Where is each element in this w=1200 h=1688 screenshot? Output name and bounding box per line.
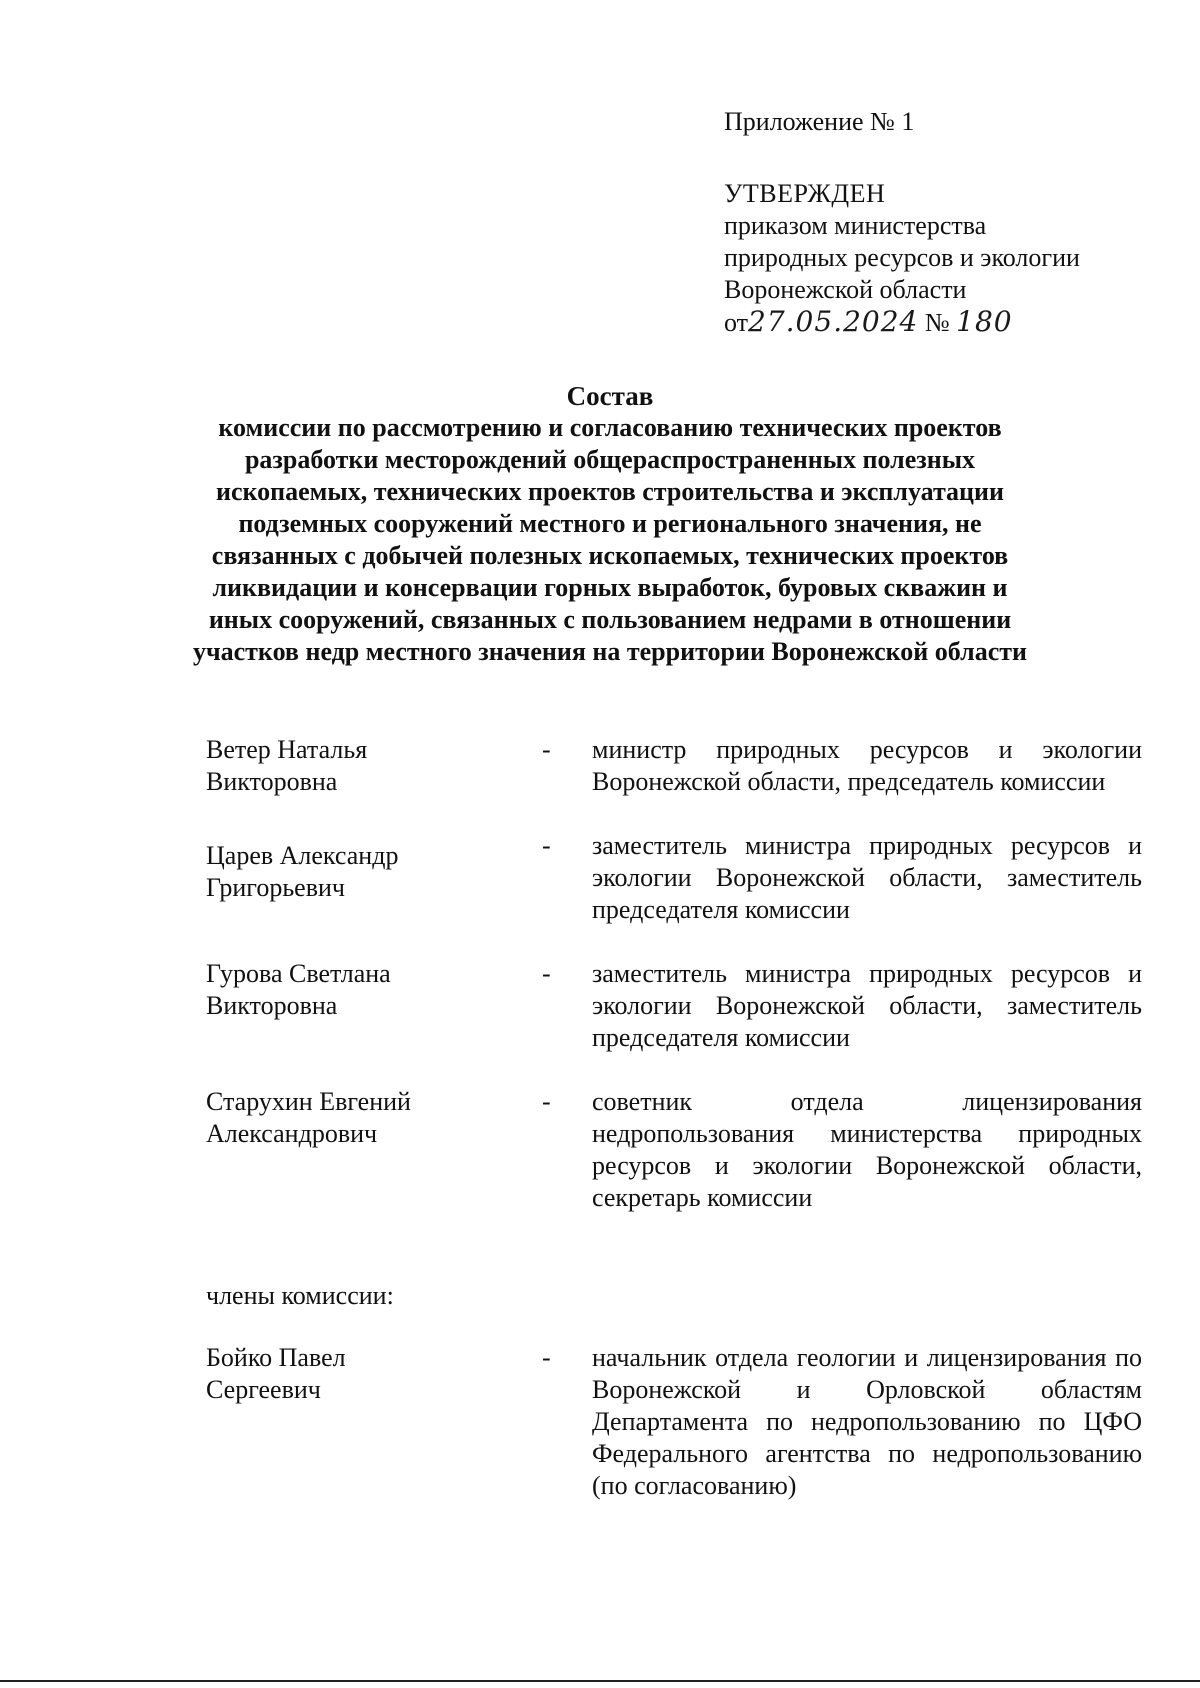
member-name <box>206 1086 542 1150</box>
member-dash: - <box>542 1343 551 1372</box>
member-patronymic: Викторовна <box>206 991 338 1020</box>
member-patronymic: Григорьевич <box>206 873 345 902</box>
member-dash: - <box>542 959 551 988</box>
members-subheading: члены комиссии: <box>206 1281 394 1310</box>
member-dash: - <box>542 1087 551 1116</box>
approved-stamp-text: УТВЕРЖДЕН <box>724 179 886 208</box>
member-surname-first: Старухин Евгений <box>206 1087 411 1116</box>
member-surname-first: Царев Александр <box>206 841 399 870</box>
document-title-block <box>190 380 1030 668</box>
member-patronymic: Викторовна <box>206 767 338 796</box>
member-row <box>206 830 1142 926</box>
member-surname-first: Ветер Наталья <box>206 735 368 764</box>
approval-line-3: Воронежской области <box>724 275 967 304</box>
member-row <box>206 734 1142 798</box>
approval-line-2: природных ресурсов и экологии <box>724 243 1080 272</box>
approval-block <box>724 106 1164 339</box>
member-surname-first: Гурова Светлана <box>206 959 391 988</box>
handwritten-number: 180 <box>956 305 1013 338</box>
approval-line-1: приказом министерства <box>724 211 987 240</box>
appendix-label: Приложение № 1 <box>724 107 915 136</box>
member-role: начальник отдела геологии и лицензирования по Воронежской и Орловской областям Департамента по недропользованию по ЦФО Федерального агентства по недропользованию (по согласованию) <box>592 1343 1142 1500</box>
member-row <box>206 1342 1142 1502</box>
member-role: заместитель министра природных ресурсов и экологии Воронежской области, заместитель председателя комиссии <box>592 831 1142 924</box>
member-name <box>206 830 542 904</box>
number-prefix: № <box>924 308 950 337</box>
handwritten-date: 27.05.2024 <box>748 305 919 338</box>
order-date-number-line <box>724 306 1164 339</box>
document-subtitle: комиссии по рассмотрению и согласованию технических проектов разработки месторождений общераспространенных полезных ископаемых, технических проектов строительства и эксплуатации подземных сооружений местного и регионального значения, не связанных с добычей полезных ископаемых, технических проектов ликвидации и консервации горных выработок, буровых скважин и иных сооружений, связанных с пользованием недрами в отношении участков недр местного значения на территории Воронежской области <box>192 413 1028 666</box>
member-role: советник отдела лицензирования недропользования министерства природных ресурсов и экологии Воронежской области, секретарь комиссии <box>592 1087 1142 1212</box>
member-role: заместитель министра природных ресурсов и экологии Воронежской области, заместитель председателя комиссии <box>592 959 1142 1052</box>
member-dash: - <box>542 735 551 764</box>
page-bottom-rule <box>0 1680 1200 1682</box>
member-dash: - <box>542 831 551 860</box>
member-name <box>206 958 542 1022</box>
member-patronymic: Александрович <box>206 1119 378 1148</box>
member-name <box>206 1342 542 1406</box>
member-name <box>206 734 542 798</box>
document-title: Состав <box>566 381 654 411</box>
member-role: министр природных ресурсов и экологии Воронежской области, председатель комиссии <box>592 735 1142 796</box>
commission-members-list <box>206 734 1142 1502</box>
date-prefix: от <box>724 308 749 337</box>
member-row <box>206 1086 1142 1214</box>
member-row <box>206 958 1142 1054</box>
member-surname-first: Бойко Павел <box>206 1343 346 1372</box>
member-patronymic: Сергеевич <box>206 1375 321 1404</box>
